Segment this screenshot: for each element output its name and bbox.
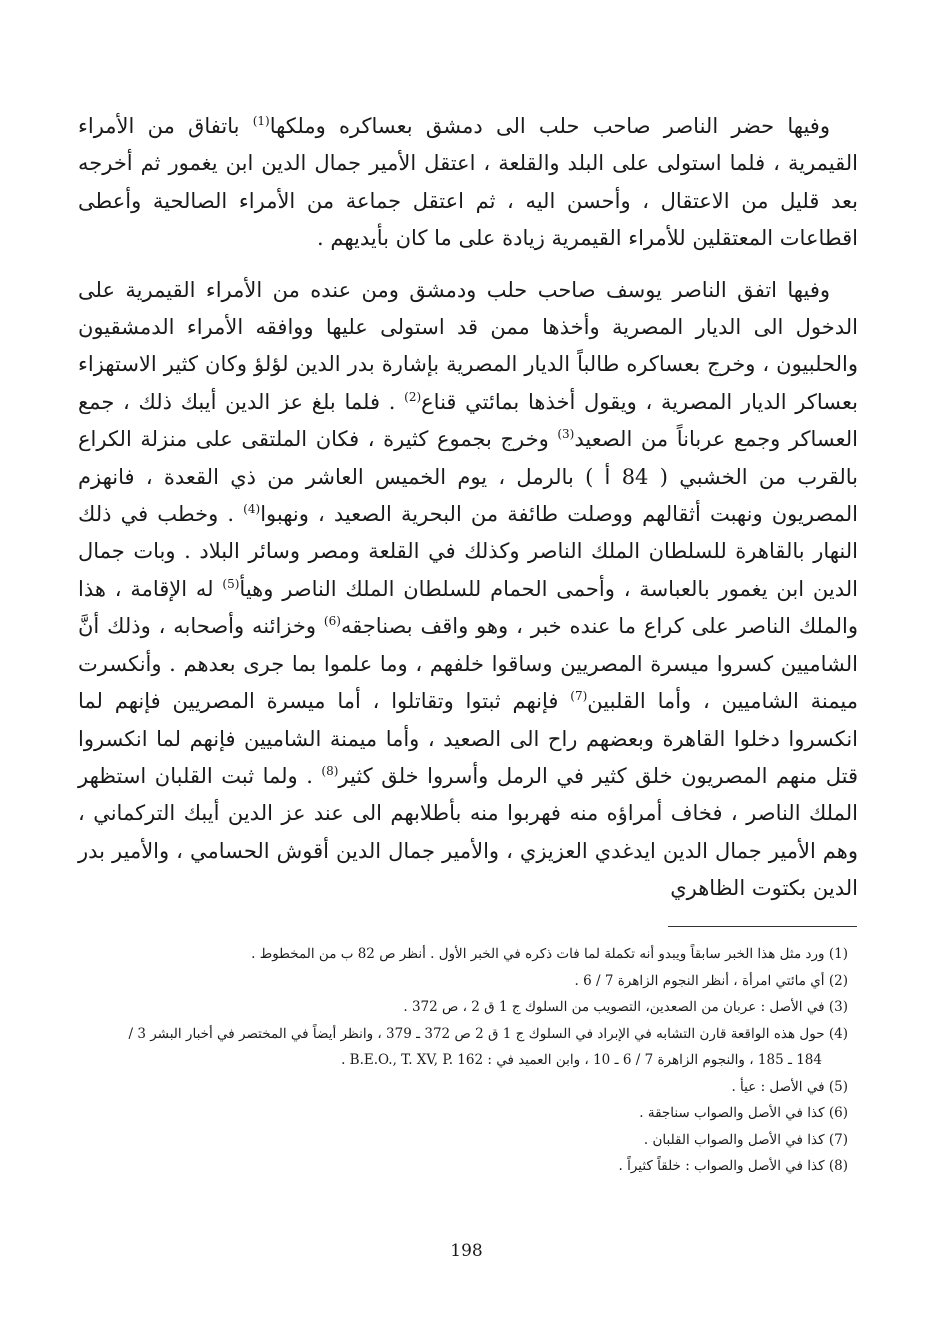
footnote-marker: (1) xyxy=(252,114,270,128)
footnote xyxy=(70,1100,848,1127)
footnote xyxy=(70,968,848,995)
paragraph-text: . فلما بلغ عز الدين أيبك ذلك ، جمع العساكر وجمع عرباناً من الصعيد xyxy=(78,389,858,452)
footnote-number: (8) xyxy=(828,1158,848,1174)
footnote-text: كذا في الأصل والصواب سناجقة . xyxy=(639,1105,825,1121)
footnote-number: (5) xyxy=(828,1078,848,1095)
paragraph xyxy=(78,108,858,258)
footnotes xyxy=(70,941,848,1180)
footnote-number: (6) xyxy=(828,1105,848,1121)
footnote-number: (1) xyxy=(828,946,848,962)
footnote xyxy=(70,1127,848,1154)
footnote xyxy=(70,1021,848,1074)
paragraph-text: . وخطب في ذلك النهار بالقاهرة للسلطان الملك الناصر وكذلك في القلعة ومصر وسائر البلاد . وبات جمال الدين ابن يغمور بالعباسة ، وأحمى الحمام للسلطان الملك الناصر وهيأ xyxy=(78,502,858,601)
footnote-text: أي مائتي امرأة ، أنظر النجوم الزاهرة 7 / 6 . xyxy=(574,972,825,989)
footnote xyxy=(70,941,848,968)
paragraph xyxy=(78,272,858,908)
paragraph-text: باتفاق من الأمراء القيمرية ، فلما استولى على البلد والقلعة ، اعتقل الأمير جمال الدين ابن يغمور ثم أخرجه بعد قليل من الاعتقال ، وأحسن اليه ، ثم اعتقل جماعة من الأمراء الصالحية وأعطى اقطاعات المعتقلين للأمراء القيمرية زيادة على ما كان بأيديهم . xyxy=(78,114,859,251)
footnote-marker: (8) xyxy=(321,763,339,778)
footnote-number: (3) xyxy=(828,999,848,1015)
footnote-marker: (4) xyxy=(243,502,261,517)
footnote-marker: (7) xyxy=(570,689,588,704)
footnote-text: في الأصل : عيأ . xyxy=(731,1078,825,1095)
footnote xyxy=(70,1074,848,1101)
footnote-number: (7) xyxy=(828,1131,848,1148)
paragraph-text: وفيها حضر الناصر صاحب حلب الى دمشق بعساكره وملكها xyxy=(269,114,830,138)
footnote-text: كذا في الأصل والصواب القلبان . xyxy=(643,1131,825,1148)
footnote-number: (2) xyxy=(828,972,848,989)
footnote xyxy=(70,1153,848,1180)
footnote-separator xyxy=(668,926,857,927)
footnote-text: حول هذه الواقعة قارن التشابه في الإبراد في السلوك ج 1 ق 2 ص 372 ـ 379 ، وانظر أيضاً في المختصر في أخبار البشر 3 / xyxy=(128,1025,825,1042)
footnote-text: في الأصل : عربان من الصعدين، التصويب من السلوك ج 1 ق 2 ، ص 372 . xyxy=(403,999,825,1015)
page-number: 198 xyxy=(450,1241,483,1261)
footnote-text: كذا في الأصل والصواب : خلقاً كثيراً . xyxy=(618,1158,825,1174)
footnote-marker: (2) xyxy=(404,389,422,404)
paragraph-text: له الإقامة ، هذا والملك الناصر على كراع ما عنده خبر ، وهو واقف بصناجقه xyxy=(78,576,858,639)
footnote-marker: (5) xyxy=(222,576,240,591)
paragraph-text: وخزائنه وأصحابه ، وذلك أنَّ الشاميين كسروا ميسرة المصريين وساقوا خلفهم ، وما علموا بما جرى بعدهم . وأنكسرت ميمنة الشاميين ، وأما القلبين xyxy=(78,614,858,714)
footnote-marker: (3) xyxy=(557,427,575,442)
paragraph-text: . ولما ثبت القلبان استظهر الملك الناصر ، فخاف أمراؤه منه فهربوا منه بأطلابهم الى عند عز الدين أيبك التركماني ، وهم الأمير جمال الدين ايدغدي العزيزي ، والأمير جمال الدين أقوش الحسامي ، والأمير بدر الدين بكتوت الظاهري xyxy=(78,763,858,901)
paragraph-text: فإنهم ثبتوا وتقاتلوا ، أما ميسرة المصريين فإنهم لما انكسروا دخلوا القاهرة وبعضهم راح الى الصعيد ، وأما ميمنة الشاميين فإنهم لما انكسروا قتل منهم المصريون خلق كثير في الرمل وأسروا خلق كثير xyxy=(78,689,858,788)
main-text xyxy=(78,108,858,908)
footnote-number: (4) xyxy=(828,1025,848,1042)
paragraph-text: وخرج بجموع كثيرة ، فكان الملتقى على منزلة الكراع بالقرب من الخشبي ( 84 أ ) بالرمل ، يوم الخميس العاشر من ذي القعدة ، فانهزم المصريون ونهبت أثقالهم ووصلت طائفة من البحرية الصعيد ، ونهبوا xyxy=(78,427,859,527)
paragraph-text: وفيها اتفق الناصر يوسف صاحب حلب ودمشق ومن عنده من الأمراء القيمرية على الدخول الى الديار المصرية وأخذها ممن قد استولى عليها ووافقه الأمراء الدمشقيون والحلبيون ، وخرج بعساكره طالباً الديار المصرية بإشارة بدر الدين لؤلؤ وكان كثير الاستهزاء بعساكر الديار المصرية ، ويقول أخذها بمائتي قناع xyxy=(78,277,859,414)
footnote-marker: (6) xyxy=(323,614,341,629)
footnote-continuation: 184 ـ 185 ، والنجوم الزاهرة 7 / 6 ـ 10 ، وابن العميد في : B.E.O., T. XV, P. 162 . xyxy=(341,1052,822,1068)
footnote xyxy=(70,994,848,1021)
footnote-text: ورد مثل هذا الخبر سابقاً ويبدو أنه تكملة لما فات ذكره في الخبر الأول . أنظر ص 82 ب من المخطوط . xyxy=(251,946,825,962)
